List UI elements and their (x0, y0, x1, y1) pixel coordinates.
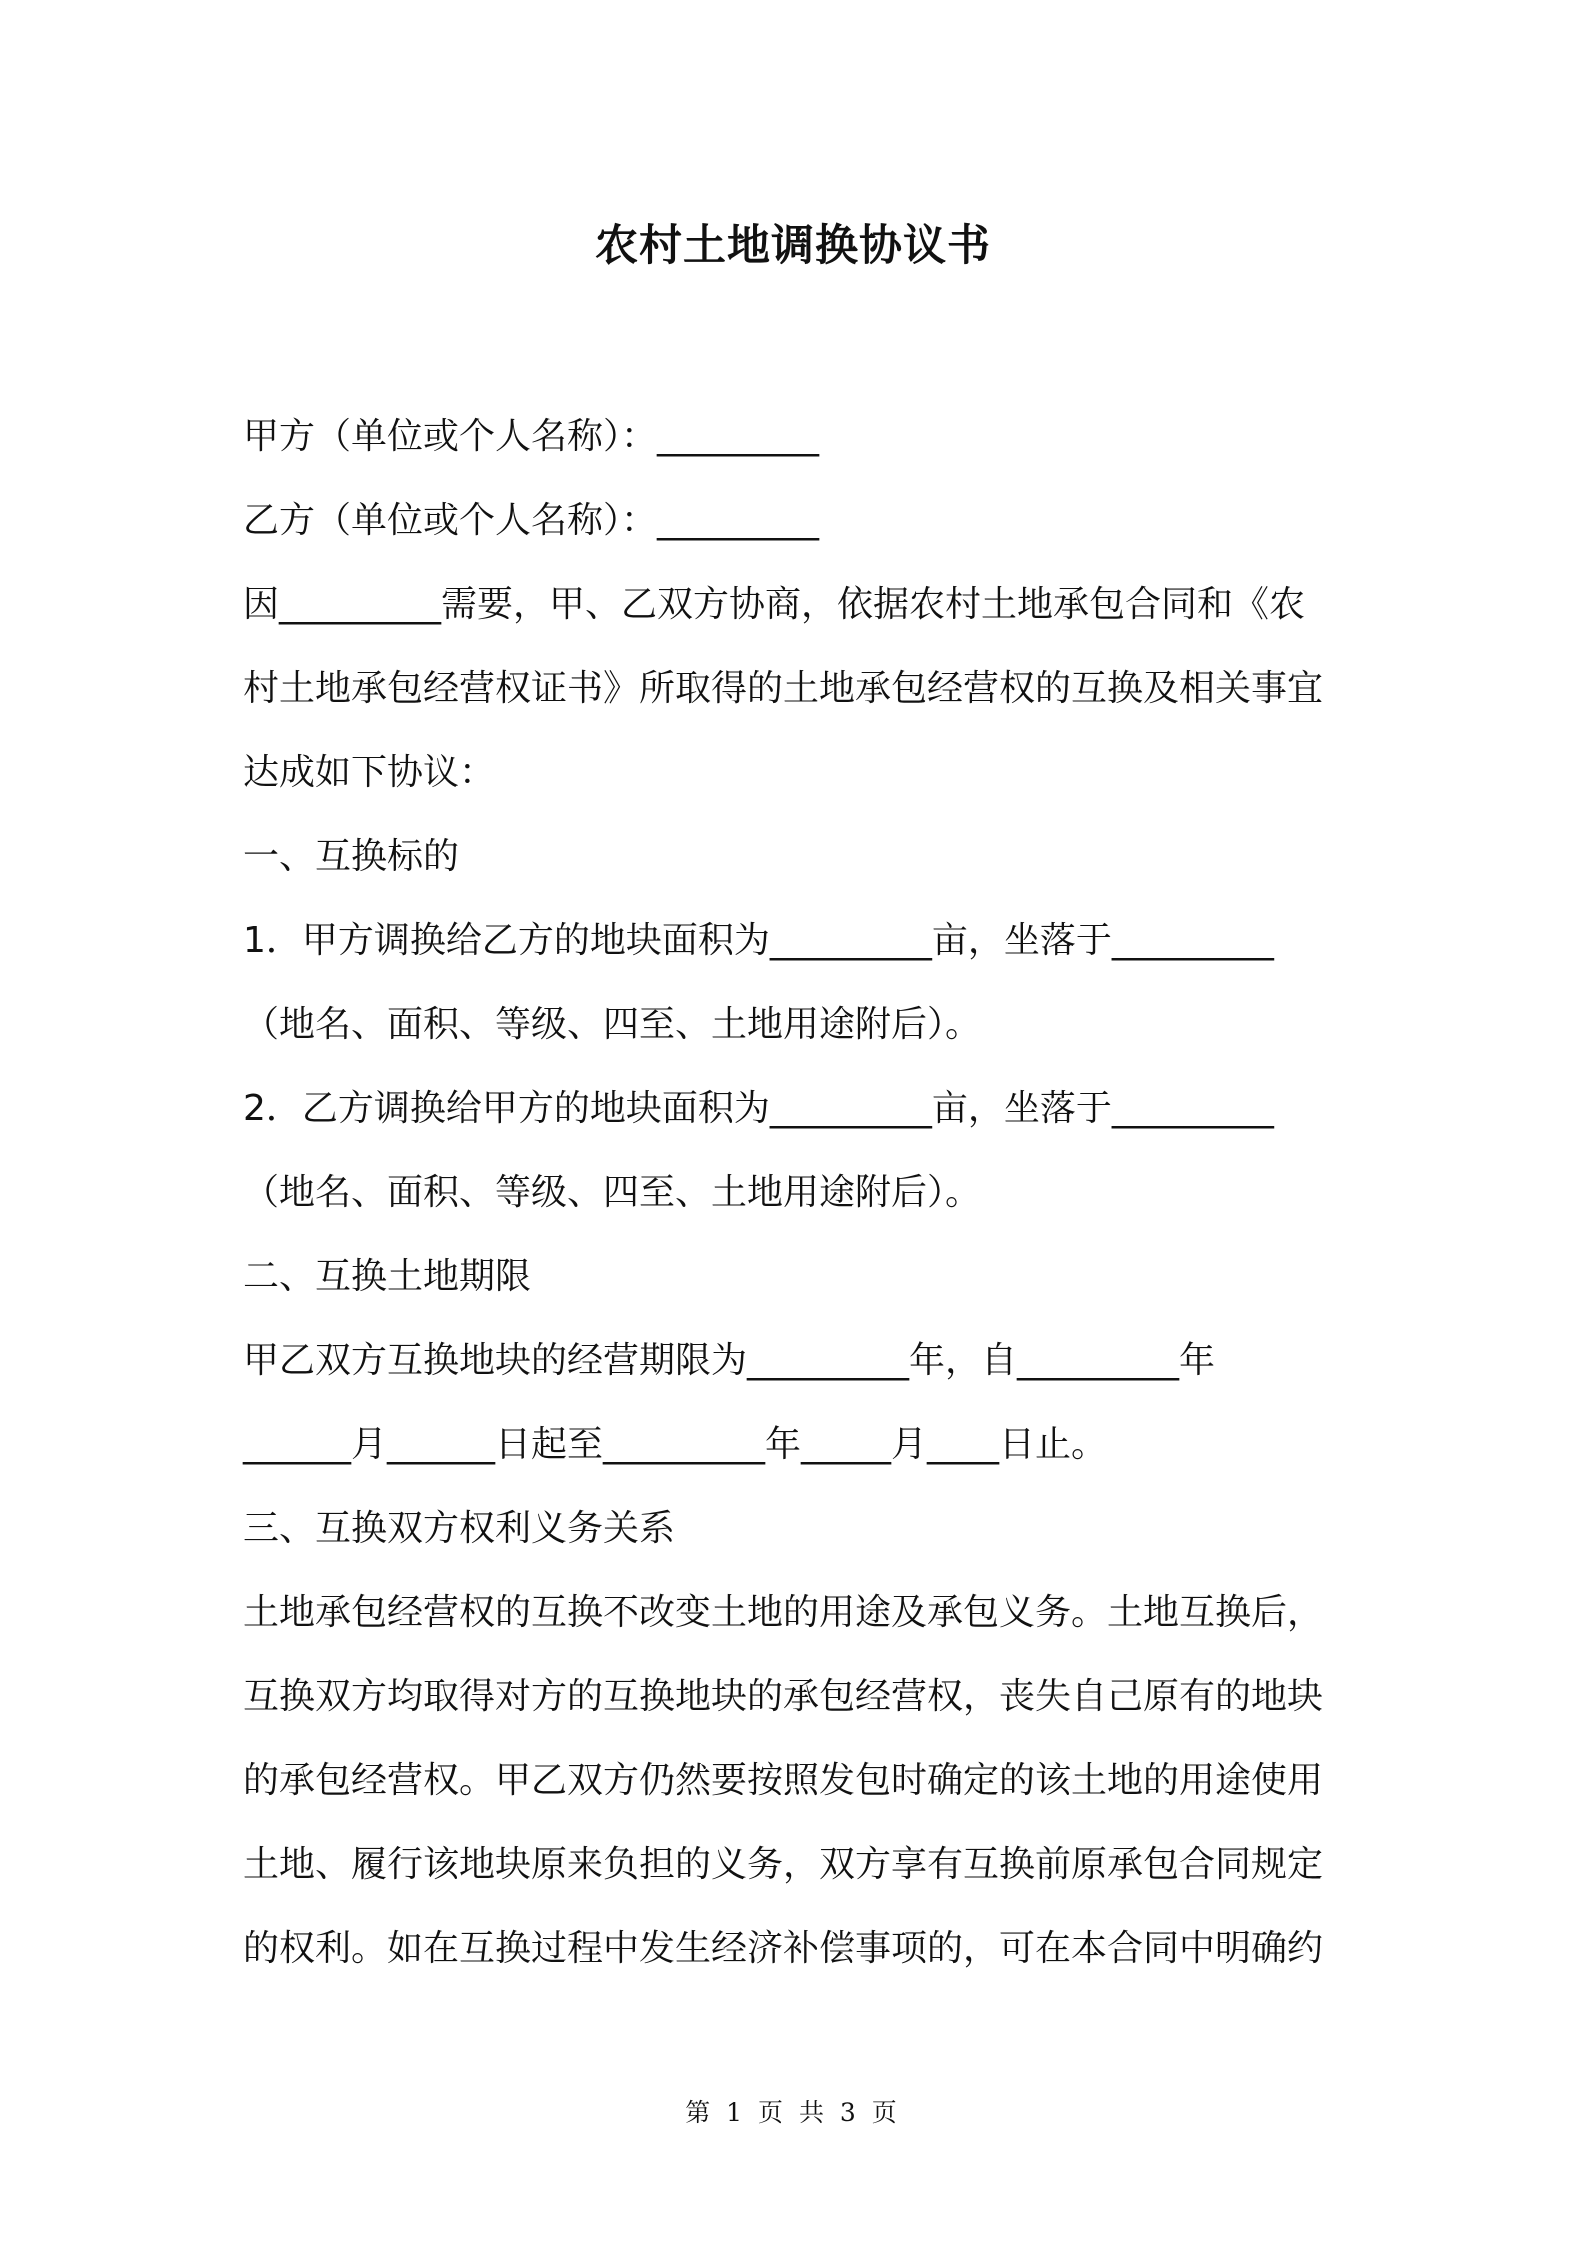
document-title: 农村土地调换协议书 (595, 221, 991, 271)
section-heading: 三、互换双方权利义务关系 (243, 1508, 676, 1549)
text-line: 甲乙双方互换地块的经营期限为_________年，自_________年 (243, 1340, 1216, 1381)
text-line: 的权利。如在互换过程中发生经济补偿事项的，可在本合同中明确约 (243, 1928, 1324, 1969)
text-line: ______月______日起至_________年_____月____日止。 (243, 1424, 1108, 1465)
text-line: 村土地承包经营权证书》所取得的土地承包经营权的互换及相关事宜 (243, 668, 1324, 709)
section-heading: 一、互换标的 (243, 836, 460, 877)
text-line: 土地承包经营权的互换不改变土地的用途及承包义务。土地互换后， (243, 1592, 1324, 1633)
text-line: 2．乙方调换给甲方的地块面积为_________亩，坐落于_________ (243, 1088, 1274, 1129)
text-line: 乙方（单位或个人名称）：_________ (243, 500, 820, 541)
text-line: （地名、面积、等级、四至、土地用途附后）。 (243, 1172, 982, 1213)
text-line: 互换双方均取得对方的互换地块的承包经营权，丧失自己原有的地块 (243, 1676, 1324, 1717)
page-number-footer: 第 1 页 共 3 页 (685, 2098, 901, 2127)
text-line: 达成如下协议： (243, 752, 496, 793)
text-line: 1．甲方调换给乙方的地块面积为_________亩，坐落于_________ (243, 920, 1274, 961)
text-line: （地名、面积、等级、四至、土地用途附后）。 (243, 1004, 982, 1045)
text-line: 的承包经营权。甲乙双方仍然要按照发包时确定的该土地的用途使用 (243, 1760, 1324, 1801)
text-line: 甲方（单位或个人名称）：_________ (243, 416, 820, 457)
section-heading: 二、互换土地期限 (243, 1256, 532, 1297)
text-line: 土地、履行该地块原来负担的义务，双方享有互换前原承包合同规定 (243, 1844, 1324, 1885)
text-line: 因_________需要，甲、乙双方协商，依据农村土地承包合同和《农 (243, 584, 1306, 625)
